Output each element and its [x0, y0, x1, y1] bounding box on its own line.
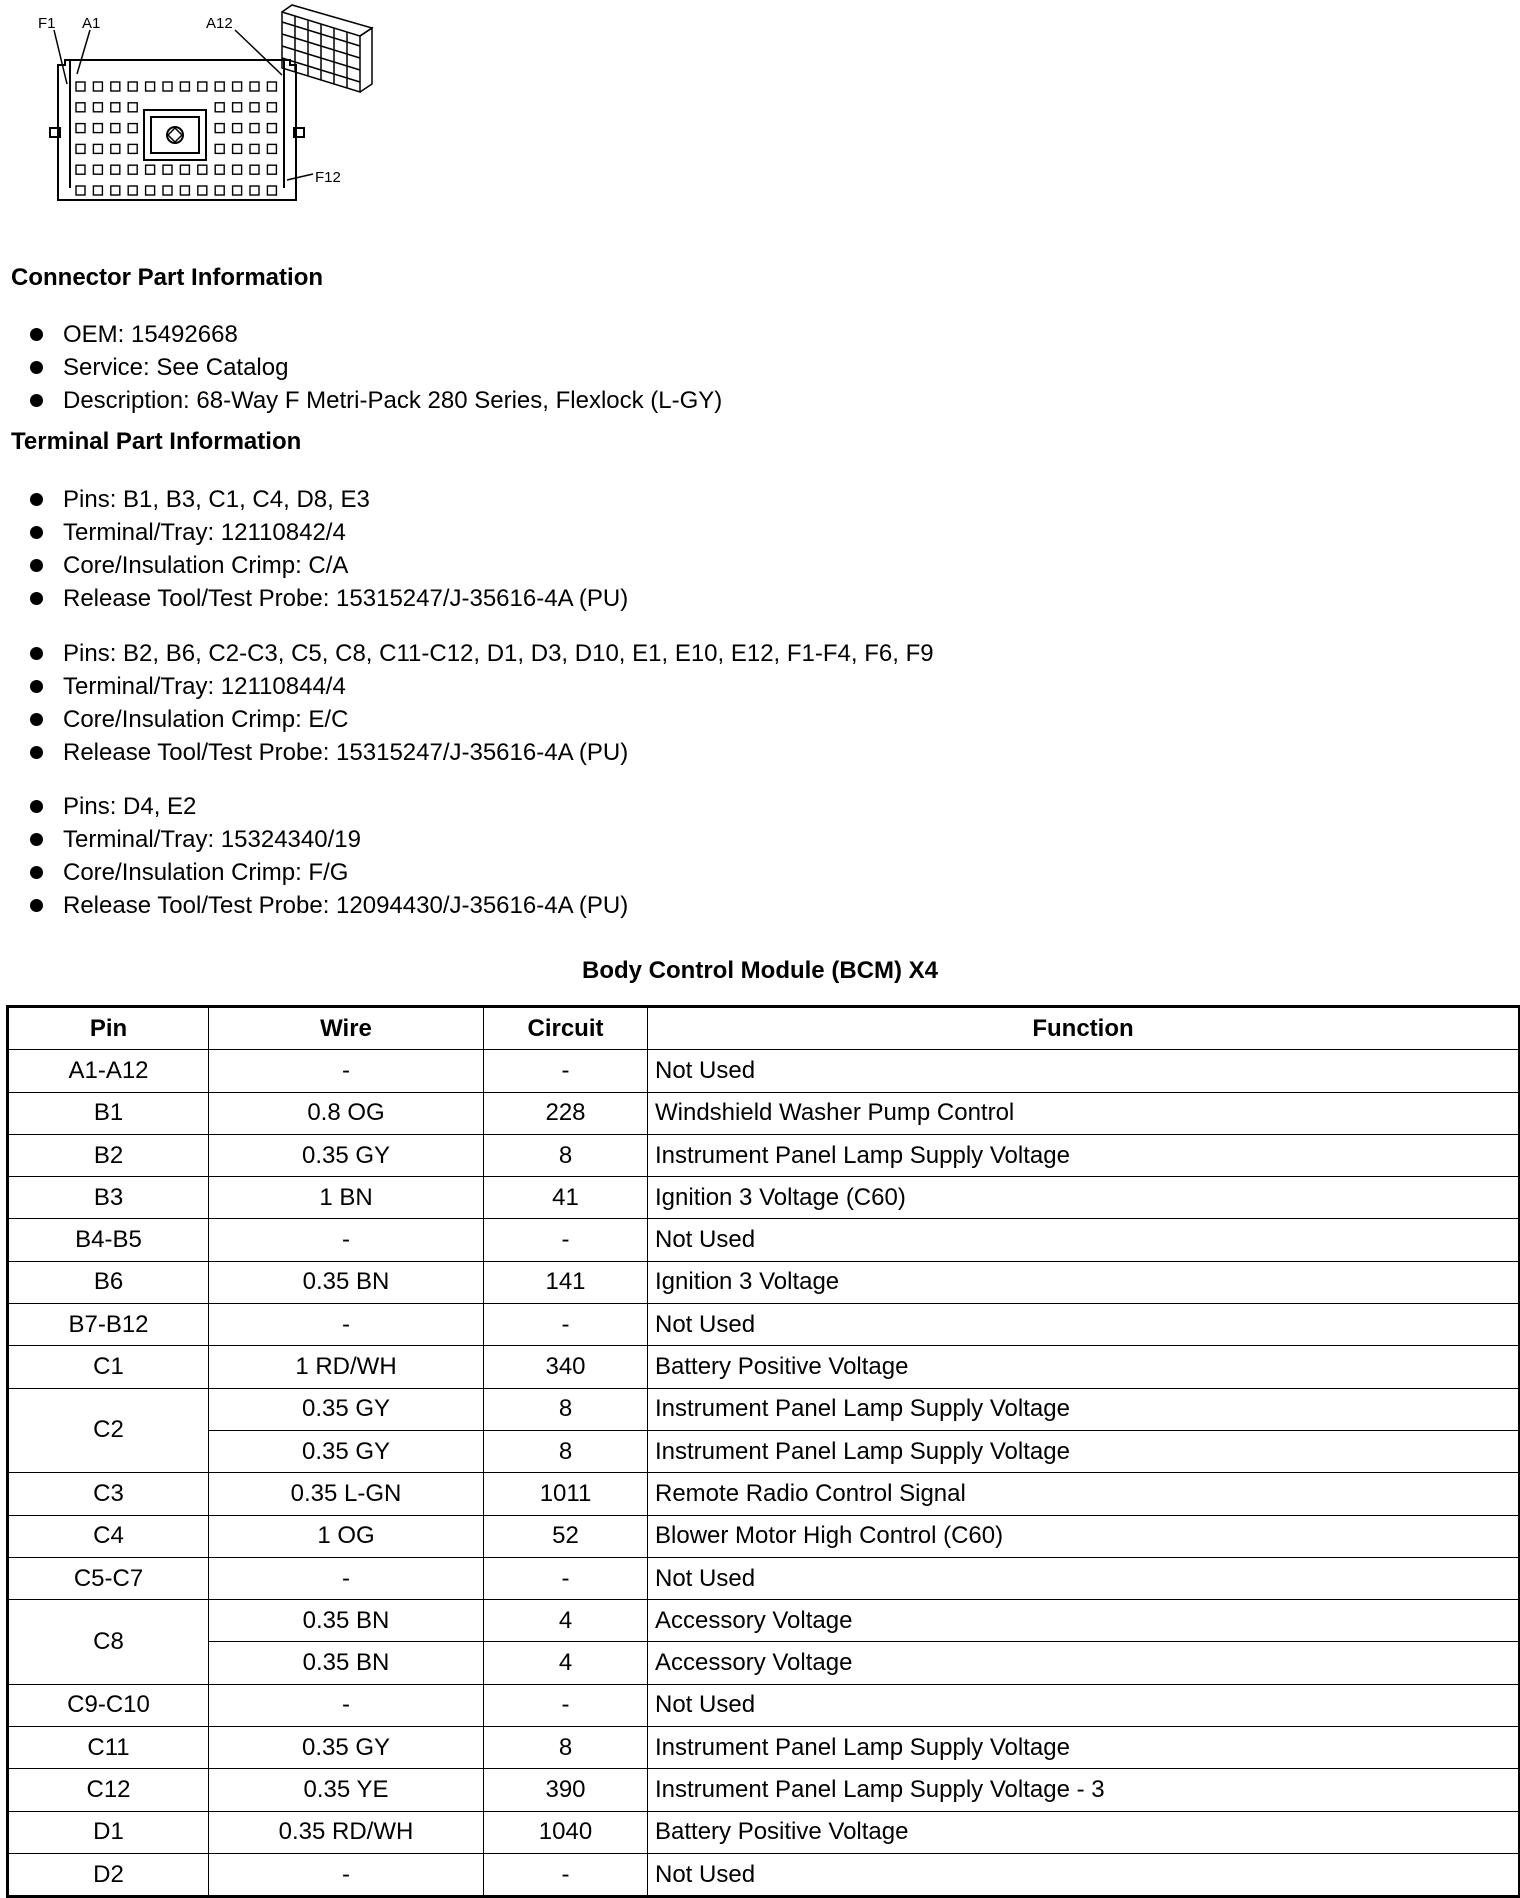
cell-wire: 0.35 L-GN — [209, 1473, 484, 1515]
header-wire: Wire — [209, 1007, 484, 1050]
list-item: Release Tool/Test Probe: 15315247/J-35616-4A (PU) — [30, 736, 934, 769]
terminal-group-2 — [30, 637, 934, 769]
header-circuit: Circuit — [484, 1007, 648, 1050]
cell-wire: - — [209, 1684, 484, 1726]
cell-function: Not Used — [648, 1853, 1520, 1896]
list-item: Release Tool/Test Probe: 15315247/J-35616-4A (PU) — [30, 582, 628, 615]
cell-pin: B4-B5 — [8, 1219, 209, 1261]
cell-circuit: 1011 — [484, 1473, 648, 1515]
cell-wire: - — [209, 1219, 484, 1261]
center-key-diamond — [168, 128, 182, 142]
cell-pin: A1-A12 — [8, 1050, 209, 1092]
cell-wire: 0.35 BN — [209, 1261, 484, 1303]
list-item: Terminal/Tray: 12110844/4 — [30, 670, 934, 703]
pin-cavity — [250, 82, 259, 91]
pin-cavity — [215, 103, 224, 112]
pin-cavity — [111, 144, 120, 153]
cell-pin: C4 — [8, 1515, 209, 1557]
list-item: Pins: B1, B3, C1, C4, D8, E3 — [30, 483, 628, 516]
pin-cavity — [250, 103, 259, 112]
cell-function: Instrument Panel Lamp Supply Voltage — [648, 1134, 1520, 1176]
pin-cavity — [93, 103, 102, 112]
pin-cavity — [250, 165, 259, 174]
pin-cavity — [111, 103, 120, 112]
cell-function: Instrument Panel Lamp Supply Voltage - 3 — [648, 1769, 1520, 1811]
pin-cavity — [180, 165, 189, 174]
cell-wire: 0.35 GY — [209, 1430, 484, 1472]
table-row — [8, 1769, 1520, 1811]
table-row — [8, 1430, 1520, 1472]
cell-function: Not Used — [648, 1684, 1520, 1726]
list-item: OEM: 15492668 — [30, 318, 722, 351]
cell-function: Not Used — [648, 1304, 1520, 1346]
list-item: Pins: B2, B6, C2-C3, C5, C8, C11-C12, D1, D3, D10, E1, E10, E12, F1-F4, F6, F9 — [30, 637, 934, 670]
pin-cavity — [163, 82, 172, 91]
list-item: Service: See Catalog — [30, 351, 722, 384]
cell-circuit: 1040 — [484, 1811, 648, 1853]
pin-cavity — [163, 186, 172, 195]
cell-wire: 0.35 BN — [209, 1600, 484, 1642]
table-row — [8, 1557, 1520, 1599]
pin-cavity — [250, 186, 259, 195]
header-function: Function — [648, 1007, 1520, 1050]
cell-pin: D2 — [8, 1853, 209, 1896]
cell-circuit: 8 — [484, 1134, 648, 1176]
pin-cavity — [128, 82, 137, 91]
table-row — [8, 1177, 1520, 1219]
pin-cavity — [215, 165, 224, 174]
pin-cavity — [76, 165, 85, 174]
pin-cavity — [267, 186, 276, 195]
pin-cavity — [267, 165, 276, 174]
cell-wire: 0.35 GY — [209, 1388, 484, 1430]
label-a12: A12 — [206, 15, 233, 32]
cell-circuit: - — [484, 1684, 648, 1726]
table-row — [8, 1050, 1520, 1092]
pin-cavity — [215, 82, 224, 91]
cell-wire: 0.35 YE — [209, 1769, 484, 1811]
pin-cavity — [215, 124, 224, 133]
table-row — [8, 1684, 1520, 1726]
table-header-row — [8, 1007, 1520, 1050]
cell-pin: D1 — [8, 1811, 209, 1853]
table-row — [8, 1388, 1520, 1430]
center-key-hole — [167, 127, 183, 143]
pin-cavity — [146, 165, 155, 174]
cell-function: Battery Positive Voltage — [648, 1811, 1520, 1853]
pin-cavity — [267, 124, 276, 133]
pin-cavity — [76, 82, 85, 91]
pin-cavity — [93, 82, 102, 91]
cell-function: Ignition 3 Voltage (C60) — [648, 1177, 1520, 1219]
pin-cavity — [180, 82, 189, 91]
cell-circuit: 41 — [484, 1177, 648, 1219]
cell-circuit: - — [484, 1304, 648, 1346]
connector-info-title: Connector Part Information — [11, 264, 324, 291]
pin-cavity — [93, 186, 102, 195]
table-row — [8, 1515, 1520, 1557]
list-item: Release Tool/Test Probe: 12094430/J-35616-4A (PU) — [30, 889, 628, 922]
leader-a12 — [235, 30, 282, 75]
pin-cavity — [93, 124, 102, 133]
table-row — [8, 1727, 1520, 1769]
pin-cavity — [163, 165, 172, 174]
terminal-group-3 — [30, 790, 628, 922]
cell-function: Not Used — [648, 1219, 1520, 1261]
pin-cavity — [128, 144, 137, 153]
table-row — [8, 1346, 1520, 1388]
table-row — [8, 1092, 1520, 1134]
cell-circuit: - — [484, 1050, 648, 1092]
table-row — [8, 1219, 1520, 1261]
pin-cavity — [267, 82, 276, 91]
table-row — [8, 1853, 1520, 1896]
pinout-table — [6, 1005, 1520, 1898]
pin-cavity — [198, 82, 207, 91]
pin-cavity — [146, 82, 155, 91]
cell-circuit: 8 — [484, 1727, 648, 1769]
pin-cavity — [128, 124, 137, 133]
cell-wire: 0.8 OG — [209, 1092, 484, 1134]
list-item: Description: 68-Way F Metri-Pack 280 Series, Flexlock (L-GY) — [30, 384, 722, 417]
cell-wire: 1 BN — [209, 1177, 484, 1219]
table-row — [8, 1600, 1520, 1642]
cell-pin: B3 — [8, 1177, 209, 1219]
pin-cavity — [111, 186, 120, 195]
pin-cavity — [233, 144, 242, 153]
connector-info-list — [30, 318, 722, 417]
pin-cavity — [111, 165, 120, 174]
cell-function: Ignition 3 Voltage — [648, 1261, 1520, 1303]
cell-circuit: 52 — [484, 1515, 648, 1557]
cell-circuit: 141 — [484, 1261, 648, 1303]
table-row — [8, 1473, 1520, 1515]
pin-cavity — [215, 186, 224, 195]
cell-circuit: 8 — [484, 1430, 648, 1472]
cell-circuit: 4 — [484, 1600, 648, 1642]
leader-a1 — [77, 30, 90, 74]
cell-function: Instrument Panel Lamp Supply Voltage — [648, 1430, 1520, 1472]
cell-function: Windshield Washer Pump Control — [648, 1092, 1520, 1134]
pin-cavity — [180, 186, 189, 195]
pin-cavity — [250, 144, 259, 153]
pin-cavity — [233, 103, 242, 112]
leader-f12 — [287, 174, 313, 180]
cell-circuit: 340 — [484, 1346, 648, 1388]
pin-cavity — [198, 186, 207, 195]
cell-wire: 0.35 GY — [209, 1727, 484, 1769]
cell-wire: - — [209, 1557, 484, 1599]
cell-wire: - — [209, 1304, 484, 1346]
pin-cavity — [128, 186, 137, 195]
label-f1: F1 — [38, 15, 56, 32]
cell-pin: C12 — [8, 1769, 209, 1811]
list-item: Core/Insulation Crimp: C/A — [30, 549, 628, 582]
pin-cavity — [215, 144, 224, 153]
cell-pin: B2 — [8, 1134, 209, 1176]
cell-function: Instrument Panel Lamp Supply Voltage — [648, 1727, 1520, 1769]
table-row — [8, 1304, 1520, 1346]
list-item: Terminal/Tray: 12110842/4 — [30, 516, 628, 549]
cell-pin: C5-C7 — [8, 1557, 209, 1599]
table-row — [8, 1642, 1520, 1684]
cell-circuit: 228 — [484, 1092, 648, 1134]
list-item: Core/Insulation Crimp: F/G — [30, 856, 628, 889]
cell-pin: B6 — [8, 1261, 209, 1303]
pin-cavity — [76, 144, 85, 153]
cell-circuit: - — [484, 1557, 648, 1599]
pin-cavity — [93, 165, 102, 174]
pin-cavity — [128, 103, 137, 112]
pin-cavity — [128, 165, 137, 174]
pin-cavity — [267, 103, 276, 112]
cell-wire: 0.35 GY — [209, 1134, 484, 1176]
pin-grid — [76, 82, 276, 195]
table-title: Body Control Module (BCM) X4 — [582, 957, 938, 984]
cell-pin: B7-B12 — [8, 1304, 209, 1346]
leader-f1 — [54, 30, 67, 84]
connector-diagram — [20, 0, 380, 215]
pin-cavity — [93, 144, 102, 153]
cell-circuit: - — [484, 1853, 648, 1896]
pin-cavity — [233, 82, 242, 91]
cell-circuit: 4 — [484, 1642, 648, 1684]
cell-function: Instrument Panel Lamp Supply Voltage — [648, 1388, 1520, 1430]
cell-pin: C9-C10 — [8, 1684, 209, 1726]
cell-wire: 0.35 RD/WH — [209, 1811, 484, 1853]
pin-cavity — [111, 124, 120, 133]
cell-pin: C2 — [8, 1388, 209, 1473]
list-item: Pins: D4, E2 — [30, 790, 628, 823]
cell-function: Remote Radio Control Signal — [648, 1473, 1520, 1515]
pin-cavity — [233, 124, 242, 133]
cell-function: Battery Positive Voltage — [648, 1346, 1520, 1388]
label-a1: A1 — [82, 15, 101, 32]
cell-circuit: 390 — [484, 1769, 648, 1811]
cell-function: Accessory Voltage — [648, 1642, 1520, 1684]
header-pin: Pin — [8, 1007, 209, 1050]
cell-function: Not Used — [648, 1050, 1520, 1092]
label-f12: F12 — [315, 169, 341, 186]
pin-cavity — [250, 124, 259, 133]
pin-cavity — [76, 103, 85, 112]
list-item: Core/Insulation Crimp: E/C — [30, 703, 934, 736]
pin-cavity — [267, 144, 276, 153]
cell-circuit: - — [484, 1219, 648, 1261]
cell-circuit: 8 — [484, 1388, 648, 1430]
pin-cavity — [146, 186, 155, 195]
table-row — [8, 1261, 1520, 1303]
cell-pin: C3 — [8, 1473, 209, 1515]
cell-function: Accessory Voltage — [648, 1600, 1520, 1642]
cell-pin: C1 — [8, 1346, 209, 1388]
pin-cavity — [233, 186, 242, 195]
cell-function: Not Used — [648, 1557, 1520, 1599]
cell-wire: 1 OG — [209, 1515, 484, 1557]
terminal-info-title: Terminal Part Information — [11, 428, 302, 455]
pin-cavity — [233, 165, 242, 174]
cell-wire: 1 RD/WH — [209, 1346, 484, 1388]
table-row — [8, 1134, 1520, 1176]
pin-cavity — [76, 186, 85, 195]
terminal-group-1 — [30, 483, 628, 615]
pin-cavity — [111, 82, 120, 91]
cell-wire: - — [209, 1050, 484, 1092]
cell-pin: B1 — [8, 1092, 209, 1134]
cell-pin: C8 — [8, 1600, 209, 1685]
cell-wire: 0.35 BN — [209, 1642, 484, 1684]
cell-pin: C11 — [8, 1727, 209, 1769]
cell-function: Blower Motor High Control (C60) — [648, 1515, 1520, 1557]
pin-cavity — [76, 124, 85, 133]
list-item: Terminal/Tray: 15324340/19 — [30, 823, 628, 856]
pin-cavity — [198, 165, 207, 174]
cell-wire: - — [209, 1853, 484, 1896]
center-key-inner — [151, 117, 199, 153]
table-row — [8, 1811, 1520, 1853]
